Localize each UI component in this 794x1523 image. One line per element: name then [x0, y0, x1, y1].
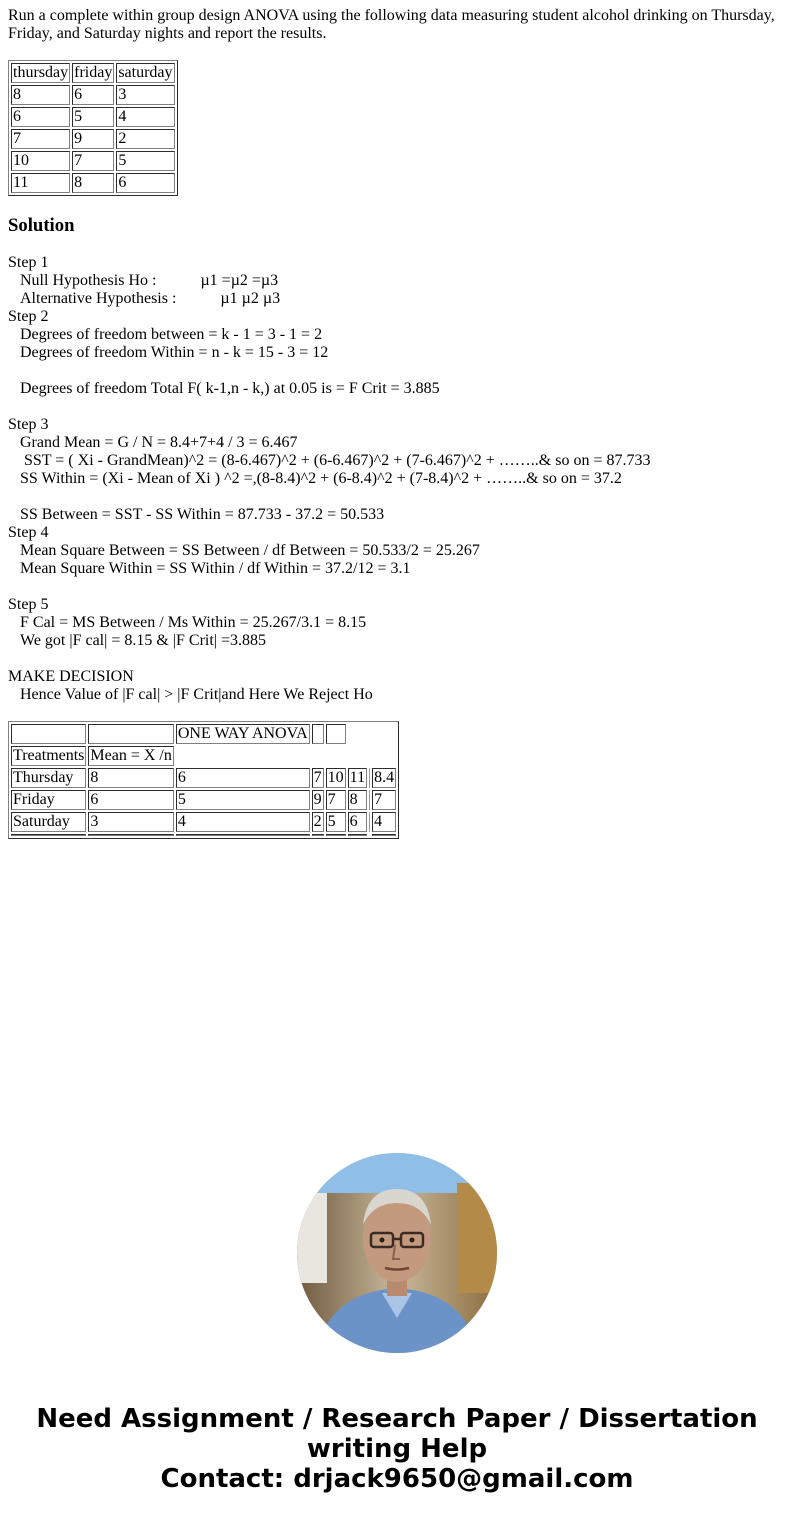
question-text: Run a complete within group design ANOVA using the following data measuring student alcohol drinking on Thursday, Friday, and Saturday nights and report the results.: [8, 7, 775, 42]
table-cell: 6: [11, 107, 70, 127]
header-friday: friday: [74, 64, 113, 81]
table-cell: 8.4: [374, 769, 395, 786]
ms-between: Mean Square Between = SS Between / df Between = 50.533/2 = 25.267: [20, 542, 480, 559]
spacer: [8, 650, 786, 668]
grand-mean: Grand Mean = G / N = 8.4+7+4 / 3 = 6.467: [20, 434, 298, 451]
table-cell: 7: [326, 790, 346, 810]
table-cell-empty: [372, 834, 396, 836]
divider: [369, 834, 370, 836]
table-cell-empty: [326, 724, 346, 744]
table-cell-empty: [348, 834, 367, 836]
spacer: [8, 398, 786, 416]
table-row: [11, 768, 396, 788]
row-label: Saturday: [11, 812, 86, 832]
table-cell: 3: [88, 812, 173, 832]
header-treatments: Treatments: [13, 747, 85, 764]
df-within: Degrees of freedom Within = n - k = 15 - 3 = 12: [20, 344, 329, 361]
table-cell: 5: [116, 151, 174, 171]
author-avatar: [297, 1153, 497, 1353]
table-cell: 9: [313, 791, 322, 808]
anova-title-row: [11, 724, 396, 744]
spacer: [8, 488, 786, 506]
df-total: Degrees of freedom Total F( k-1,n - k,) at 0.05 is = F Crit = 3.885: [20, 380, 440, 397]
table-cell: 4: [116, 107, 174, 127]
table-cell: 7: [372, 790, 396, 810]
table-row: [11, 85, 175, 105]
df-between: Degrees of freedom between = k - 1 = 3 - 1 = 2: [20, 326, 323, 343]
f-compare: We got |F cal| = 8.15 & |F Crit| =3.885: [20, 632, 267, 649]
table-cell: 3: [116, 85, 174, 105]
table-cell: 8: [72, 173, 114, 193]
row-label: Friday: [11, 790, 86, 810]
table-cell: 10: [327, 769, 344, 786]
table-cell-empty: [88, 834, 173, 836]
table-cell-empty: [11, 724, 86, 744]
solution-heading: Solution: [8, 215, 75, 236]
footer-contact: Contact: drjack9650@gmail.com: [160, 1464, 634, 1494]
table-cell: 5: [72, 107, 114, 127]
table-cell: 5: [176, 790, 310, 810]
table-cell-empty: [326, 834, 346, 836]
step-4-label: Step 4: [8, 524, 49, 541]
table-row: [11, 129, 175, 149]
step-5-label: Step 5: [8, 596, 49, 613]
header-mean: Mean = X /n: [90, 747, 172, 764]
table-cell: 5: [326, 812, 346, 832]
table-row: [11, 790, 396, 810]
f-cal: F Cal = MS Between / Ms Within = 25.267/3.1 = 8.15: [20, 614, 367, 631]
table-cell: 8: [88, 768, 173, 788]
table-cell-empty: [312, 834, 324, 836]
anova-title: ONE WAY ANOVA: [177, 725, 308, 742]
anova-header-row: [11, 746, 396, 766]
sst: SST = ( Xi - GrandMean)^2 = (8-6.467)^2 + (6-6.467)^2 + (7-6.467)^2 + ……..& so on = 87.733: [20, 452, 651, 469]
step-2-label: Step 2: [8, 308, 49, 325]
table-cell-empty: [11, 834, 86, 836]
table-cell-empty: [88, 724, 173, 744]
footer-banner: [0, 1404, 794, 1494]
table-cell: 8: [348, 790, 367, 810]
divider: [369, 812, 370, 832]
spacer: [8, 578, 786, 596]
table-cell: 9: [72, 129, 114, 149]
alternative-hypothesis: Alternative Hypothesis : µ1 µ2 µ3: [20, 290, 281, 307]
table-cell: 6: [72, 85, 114, 105]
ss-between: SS Between = SST - SS Within = 87.733 - 37.2 = 50.533: [20, 506, 385, 523]
table-row: [11, 173, 175, 193]
table-cell-empty: [312, 724, 324, 744]
table-cell: 6: [176, 768, 310, 788]
table-row: [11, 107, 175, 127]
ms-within: Mean Square Within = SS Within / df Within = 37.2/12 = 3.1: [20, 560, 411, 577]
data-table: [8, 60, 178, 196]
spacer: [8, 362, 786, 380]
table-cell: 2: [313, 813, 322, 830]
row-label: Thursday: [11, 768, 86, 788]
table-cell: 7: [313, 769, 322, 786]
table-cell: 6: [88, 790, 173, 810]
decision-text: Hence Value of |F cal| > |F Crit|and Here We Reject Ho: [20, 686, 373, 703]
footer-line-2: writing Help: [306, 1434, 488, 1464]
header-saturday: saturday: [118, 64, 173, 81]
null-hypothesis: Null Hypothesis Ho : µ1 =µ2 =µ3: [20, 272, 279, 289]
table-cell: 6: [348, 812, 367, 832]
table-cell: 6: [116, 173, 174, 193]
divider: [369, 790, 370, 810]
ss-within: SS Within = (Xi - Mean of Xi ) ^2 =,(8-8.4)^2 + (6-8.4)^2 + (7-8.4)^2 + ……..& so on = 37.2: [20, 470, 622, 487]
step-3-label: Step 3: [8, 416, 49, 433]
document-content: [8, 7, 786, 839]
table-cell: 7: [72, 151, 114, 171]
decision-heading: MAKE DECISION: [8, 668, 134, 685]
table-header-row: [11, 63, 175, 83]
avatar-portrait-image: [297, 1153, 497, 1353]
step-1-label: Step 1: [8, 254, 49, 271]
table-cell-empty: [176, 834, 310, 836]
table-row: [11, 151, 175, 171]
table-row: [11, 812, 396, 832]
table-cell: 4: [176, 812, 310, 832]
table-cell: 11: [11, 173, 70, 193]
divider: [369, 768, 370, 788]
table-cell: 7: [11, 129, 70, 149]
header-thursday: thursday: [13, 64, 69, 81]
footer-line-1: Need Assignment / Research Paper / Dissertation: [36, 1404, 758, 1434]
table-cell: 4: [372, 812, 396, 832]
table-cell: 10: [11, 151, 70, 171]
anova-table: [8, 721, 399, 839]
table-cell: 2: [116, 129, 174, 149]
table-cell: 8: [11, 85, 70, 105]
table-row-empty: [11, 834, 396, 836]
table-cell: 11: [349, 769, 366, 786]
